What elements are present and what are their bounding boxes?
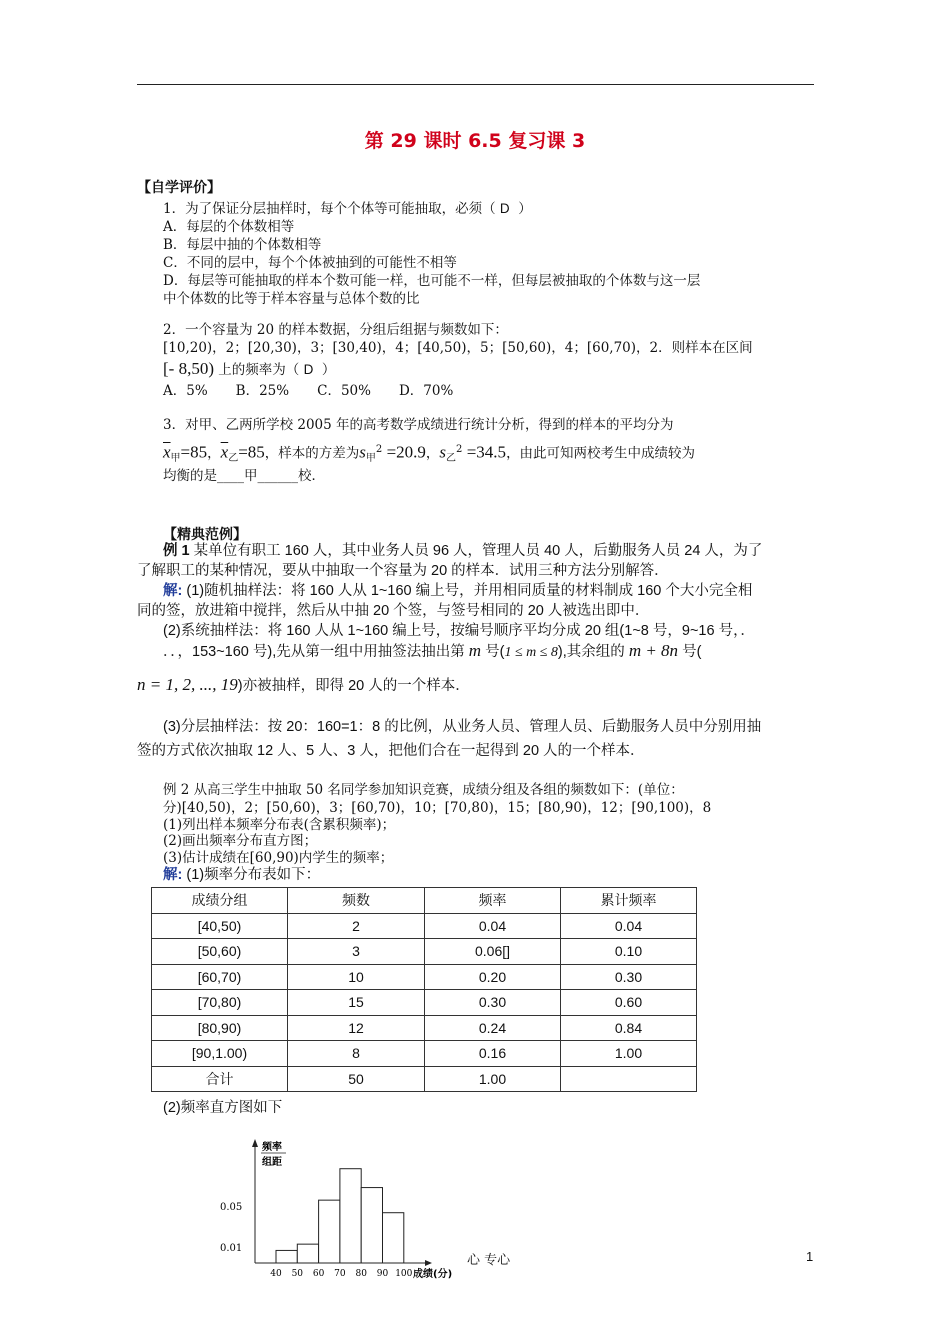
ex1-sol1b: 同的签，放进箱中搅拌，然后从中抽 20 个签，与签号相同的 20 人被选出即中． <box>137 603 650 619</box>
histogram-bar <box>297 1244 318 1263</box>
ex1-sol2: (2)系统抽样法：将 160 人从 1~160 编上号，按编号顺序平均分成 20 组(1~8 号，9~16 号，． <box>163 623 755 639</box>
footer-text: 心 专心 <box>467 1253 511 1268</box>
ex2-q3: (3)估计成绩在[60,90)内学生的频率； <box>163 850 394 866</box>
x-axis-arrow <box>425 1260 432 1266</box>
ex1-sol3b: 签的方式依次抽取 12 人、5 人、3 人，把他们合在一起得到 20 人的一个样本． <box>137 743 645 759</box>
table-cell: 合计 <box>152 1066 288 1092</box>
q2-interval: [- 8,50) <box>163 359 214 378</box>
table-header: 频数 <box>288 888 425 914</box>
ex2-sol1: 解: (1)频率分布表如下： <box>163 867 321 883</box>
table-cell <box>561 1066 697 1092</box>
q1-option-c: C．不同的层中，每个个体被抽到的可能性不相等 <box>163 255 457 271</box>
ex1-sol2b: ．．，153~160 号),先从第一组中用抽签法抽出第 m 号(1 ≤ m ≤ 8),其余组的 m + 8n 号( <box>163 641 702 660</box>
table-cell: [70,80) <box>152 990 288 1016</box>
table-cell: [80,90) <box>152 1015 288 1041</box>
q2-data: [10,20)，2；[20,30)，3；[30,40)，4；[40,50)，5；[50,60)，4；[60,70)，2．则样本在区间 <box>163 340 753 356</box>
y-axis-arrow <box>252 1139 258 1147</box>
ex1-sol2c: n = 1, 2, ..., 19)亦被抽样，即得 20 人的一个样本． <box>137 675 470 694</box>
histogram-bar <box>383 1213 404 1263</box>
table-row <box>152 1041 697 1067</box>
ex1-sol3: (3)分层抽样法：按 20：160=1：8 的比例，从业务人员、管理人员、后勤服务人员中分别用抽 <box>163 719 762 735</box>
x-axis-label: 成绩(分) <box>413 1269 453 1280</box>
y-label-bottom: 组距 <box>262 1157 282 1168</box>
histogram-bar <box>319 1200 340 1263</box>
table-cell: [90,1.00) <box>152 1041 288 1067</box>
x-tick-label: 90 <box>376 1269 389 1279</box>
table-cell: 1.00 <box>425 1066 561 1092</box>
page-number: 1 <box>806 1249 814 1264</box>
frequency-histogram <box>220 1135 470 1280</box>
table-row <box>152 964 697 990</box>
ex2-line1: 例 2 从高三学生中抽取 50 名同学参加知识竞赛，成绩分组及各组的频数如下：(单位： <box>163 782 684 798</box>
x-tick-label: 50 <box>291 1269 304 1279</box>
q1-option-b: B．每层中抽的个体数相等 <box>163 237 322 253</box>
table-cell: 0.04 <box>425 913 561 939</box>
table-cell: 8 <box>288 1041 425 1067</box>
table-row <box>152 990 697 1016</box>
q3-line2: $\overline{x}_甲=85$，$\overline{x}_乙=85$，样本的方差为$s_甲^2 =20.9$，$s_乙^2 =34.5$，由此可知两校考生中成绩较为 <box>163 442 696 465</box>
table-cell: 0.60 <box>561 990 697 1016</box>
histogram-bar <box>340 1169 361 1263</box>
q3-line1: 3．对甲、乙两所学校 2005 年的高考数学成绩进行统计分析，得到的样本的平均分为 <box>163 417 674 433</box>
y-tick-label: 0.05 <box>220 1202 243 1213</box>
table-cell: 0.30 <box>561 964 697 990</box>
ex1-line1: 例 1 某单位有职工 160 人，其中业务人员 96 人，管理人员 40 人，后勤服务人员 24 人，为了 <box>163 543 763 559</box>
q1-option-a: A．每层的个体数相等 <box>163 219 295 235</box>
table-cell: 3 <box>288 939 425 965</box>
table-cell: 12 <box>288 1015 425 1041</box>
q2-answer: D <box>303 362 314 377</box>
table-cell: 0.10 <box>561 939 697 965</box>
x-tick-label: 80 <box>355 1269 367 1279</box>
y-label-top: 频率 <box>262 1142 282 1153</box>
table-header-row <box>152 888 697 914</box>
q2-interval-line: [- 8,50) 上的频率为（ D ） <box>163 359 336 378</box>
q1-answer: D <box>499 201 510 216</box>
table-cell: 0.30 <box>425 990 561 1016</box>
table-cell: 50 <box>288 1066 425 1092</box>
q1-option-d: D．每层等可能抽取的样本个数可能一样，也可能不一样，但每层被抽取的个体数与这一层 <box>163 273 701 289</box>
ex1-line2: 了解职工的某种情况，要从中抽取一个容量为 20 的样本．试用三种方法分别解答． <box>137 563 669 579</box>
histogram-bar <box>276 1250 297 1263</box>
section-heading-self-eval: 【自学评价】 <box>137 180 221 196</box>
table-row <box>152 1066 697 1092</box>
q2-options: A．5% B．25% C．50% D．70% <box>163 383 454 399</box>
table-row <box>152 1015 697 1041</box>
table-row <box>152 913 697 939</box>
q1-option-d-cont: 中个体数的比等于样本容量与总体个数的比 <box>163 291 420 307</box>
header-rule <box>137 84 814 85</box>
table-cell: [40,50) <box>152 913 288 939</box>
table-cell: 0.16 <box>425 1041 561 1067</box>
table-cell: 0.20 <box>425 964 561 990</box>
ex1-sol1: 解: (1)随机抽样法：将 160 人从 1~160 编上号，并用相同质量的材料制成 160 个大小完全相 <box>163 583 753 599</box>
table-cell: 2 <box>288 913 425 939</box>
ex2-q2: (2)画出频率分布直方图； <box>163 833 318 849</box>
table-cell: [50,60) <box>152 939 288 965</box>
q1-stem: 1．为了保证分层抽样时，每个个体等可能抽取，必须（ D ） <box>163 201 532 217</box>
x-tick-label: 100 <box>395 1269 413 1279</box>
x-tick-label: 70 <box>334 1269 346 1279</box>
q2-stem: 2．一个容量为 20 的样本数据，分组后组据与频数如下： <box>163 322 508 338</box>
ex2-q1: (1)列出样本频率分布表(含累积频率)； <box>163 817 396 833</box>
y-tick-label: 0.01 <box>220 1243 243 1254</box>
histogram-bar <box>361 1188 382 1263</box>
table-header: 频率 <box>425 888 561 914</box>
table-header: 累计频率 <box>561 888 697 914</box>
table-cell: 0.84 <box>561 1015 697 1041</box>
table-header: 成绩分组 <box>152 888 288 914</box>
q3-line3: 均衡的是____甲______校． <box>163 468 325 484</box>
section-heading-examples: 【精典范例】 <box>163 527 247 543</box>
table-cell: [60,70) <box>152 964 288 990</box>
table-row <box>152 939 697 965</box>
table-cell: 0.04 <box>561 913 697 939</box>
table-cell: 0.06[] <box>425 939 561 965</box>
table-cell: 10 <box>288 964 425 990</box>
x-tick-label: 60 <box>312 1269 325 1279</box>
table-cell: 0.24 <box>425 1015 561 1041</box>
table-cell: 1.00 <box>561 1041 697 1067</box>
page-title: 第 29 课时 6.5 复习课 3 <box>364 130 586 152</box>
table-cell: 15 <box>288 990 425 1016</box>
ex2-sol2: (2)频率直方图如下 <box>163 1100 283 1116</box>
x-tick-label: 40 <box>270 1269 282 1279</box>
ex2-line2: 分)[40,50)，2；[50,60)，3；[60,70)，10；[70,80)，15；[80,90)，12；[90,100)，8 <box>163 800 712 816</box>
frequency-table <box>151 887 697 1092</box>
